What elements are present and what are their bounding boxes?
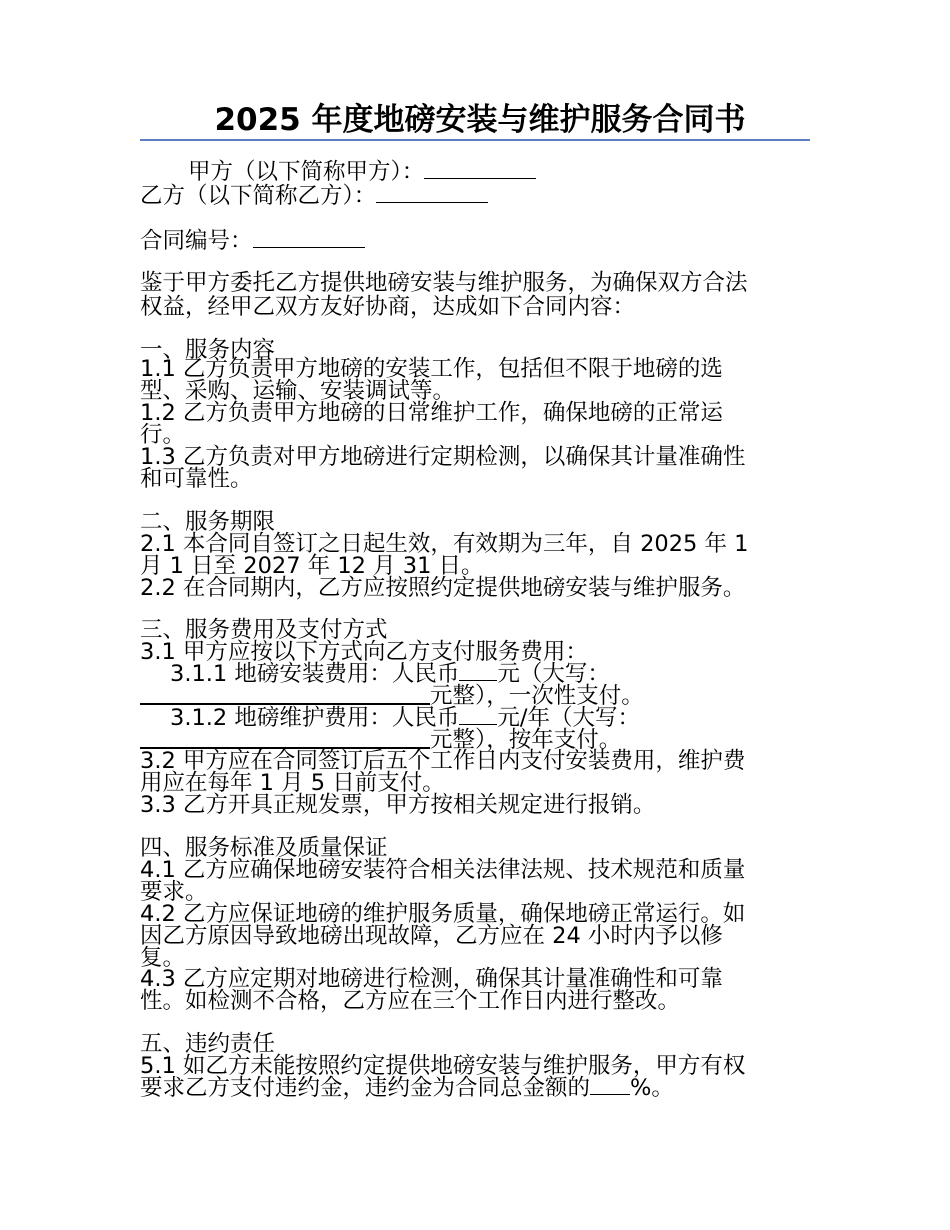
clause-2-1-line-1: 2.1 本合同自签订之日起生效，有效期为三年，自 2025 年 1 — [140, 531, 749, 557]
preamble-line-1: 鉴于甲方委托乙方提供地磅安装与维护服务，为确保双方合法 — [140, 270, 748, 296]
clause-4-2-line-1: 4.2 乙方应保证地磅的维护服务质量，确保地磅正常运行。如 — [140, 901, 746, 927]
preamble-line-2: 权益，经甲乙双方友好协商，达成如下合同内容： — [140, 294, 636, 320]
clause-3-1: 3.1 甲方应按以下方式向乙方支付服务费用： — [140, 639, 588, 665]
contract-number-blank — [253, 229, 365, 248]
clause-3-2-line-1: 3.2 甲方应在合同签订后五个工作日内支付安装费用，维护费 — [140, 748, 746, 774]
section-5-heading: 五、违约责任 — [140, 1031, 276, 1057]
clause-5-1-line-2 — [140, 1076, 820, 1100]
clause-4-3-line-2: 性。如检测不合格，乙方应在三个工作日内进行整改。 — [140, 988, 681, 1014]
clause-4-3-line-1: 4.3 乙方应定期对地磅进行检测，确保其计量准确性和可靠 — [140, 966, 723, 992]
party-a-line — [188, 160, 868, 184]
section-2-heading: 二、服务期限 — [140, 509, 276, 535]
clause-4-1-line-2: 要求。 — [140, 879, 208, 905]
install-fee-caps-label: 元（大写： — [497, 661, 610, 687]
clause-3-1-1-line-2: 元整），一次性支付。 — [430, 683, 644, 709]
clause-1-2-line-2: 行。 — [140, 422, 186, 448]
clause-1-1-line-1: 1.1 乙方负责甲方地磅的安装工作，包括但不限于地磅的选 — [140, 356, 723, 382]
clause-1-3-line-2: 和可靠性。 — [140, 466, 253, 492]
install-fee-blank — [459, 662, 497, 681]
title-underline — [140, 139, 810, 141]
party-a-blank — [424, 160, 536, 179]
document-title: 2025 年度地磅安装与维护服务合同书 — [214, 102, 746, 138]
clause-3-2-line-2: 用应在每年 1 月 5 日前支付。 — [140, 770, 445, 796]
party-a-label: 甲方（以下简称甲方）： — [188, 159, 425, 185]
party-b-blank — [376, 184, 488, 203]
clause-4-2-line-2: 因乙方原因导致地磅出现故障，乙方应在 24 小时内予以修 — [140, 923, 723, 949]
party-b-label: 乙方（以下简称乙方）： — [140, 183, 377, 209]
clause-2-2: 2.2 在合同期内，乙方应按照约定提供地磅安装与维护服务。 — [140, 575, 746, 601]
clause-1-2-line-1: 1.2 乙方负责甲方地磅的日常维护工作，确保地磅的正常运 — [140, 400, 723, 426]
maintenance-fee-label: 3.1.2 地磅维护费用：人民币 — [170, 705, 460, 731]
penalty-percent-blank — [590, 1076, 630, 1095]
clause-1-1-line-2: 型、采购、运输、安装调试等。 — [140, 378, 456, 404]
penalty-label: 要求乙方支付违约金，违约金为合同总金额的 — [140, 1075, 591, 1101]
install-fee-label: 3.1.1 地磅安装费用：人民币 — [170, 661, 460, 687]
clause-2-1-line-2: 月 1 日至 2027 年 12 月 31 日。 — [140, 553, 484, 579]
section-4-heading: 四、服务标准及质量保证 — [140, 835, 388, 861]
clause-3-1-2-line-2: 元整），按年支付。 — [430, 727, 622, 753]
contract-number-label: 合同编号： — [140, 228, 253, 254]
clause-4-1-line-1: 4.1 乙方应确保地磅安装符合相关法律法规、技术规范和质量 — [140, 857, 746, 883]
maintenance-fee-caps-label: 元/年（大写： — [497, 705, 640, 731]
clause-4-2-line-3: 复。 — [140, 945, 186, 971]
clause-5-1-line-1: 5.1 如乙方未能按照约定提供地磅安装与维护服务，甲方有权 — [140, 1053, 746, 1079]
contract-number-line — [140, 229, 820, 253]
clause-1-3-line-1: 1.3 乙方负责对甲方地磅进行定期检测，以确保其计量准确性 — [140, 444, 746, 470]
penalty-percent-suffix: %。 — [630, 1075, 674, 1101]
clause-3-3: 3.3 乙方开具正规发票，甲方按相关规定进行报销。 — [140, 792, 656, 818]
section-1-heading: 一、服务内容 — [140, 337, 276, 363]
party-b-line — [140, 184, 820, 208]
section-3-heading: 三、服务费用及支付方式 — [140, 617, 388, 643]
maintenance-fee-blank — [459, 706, 497, 725]
